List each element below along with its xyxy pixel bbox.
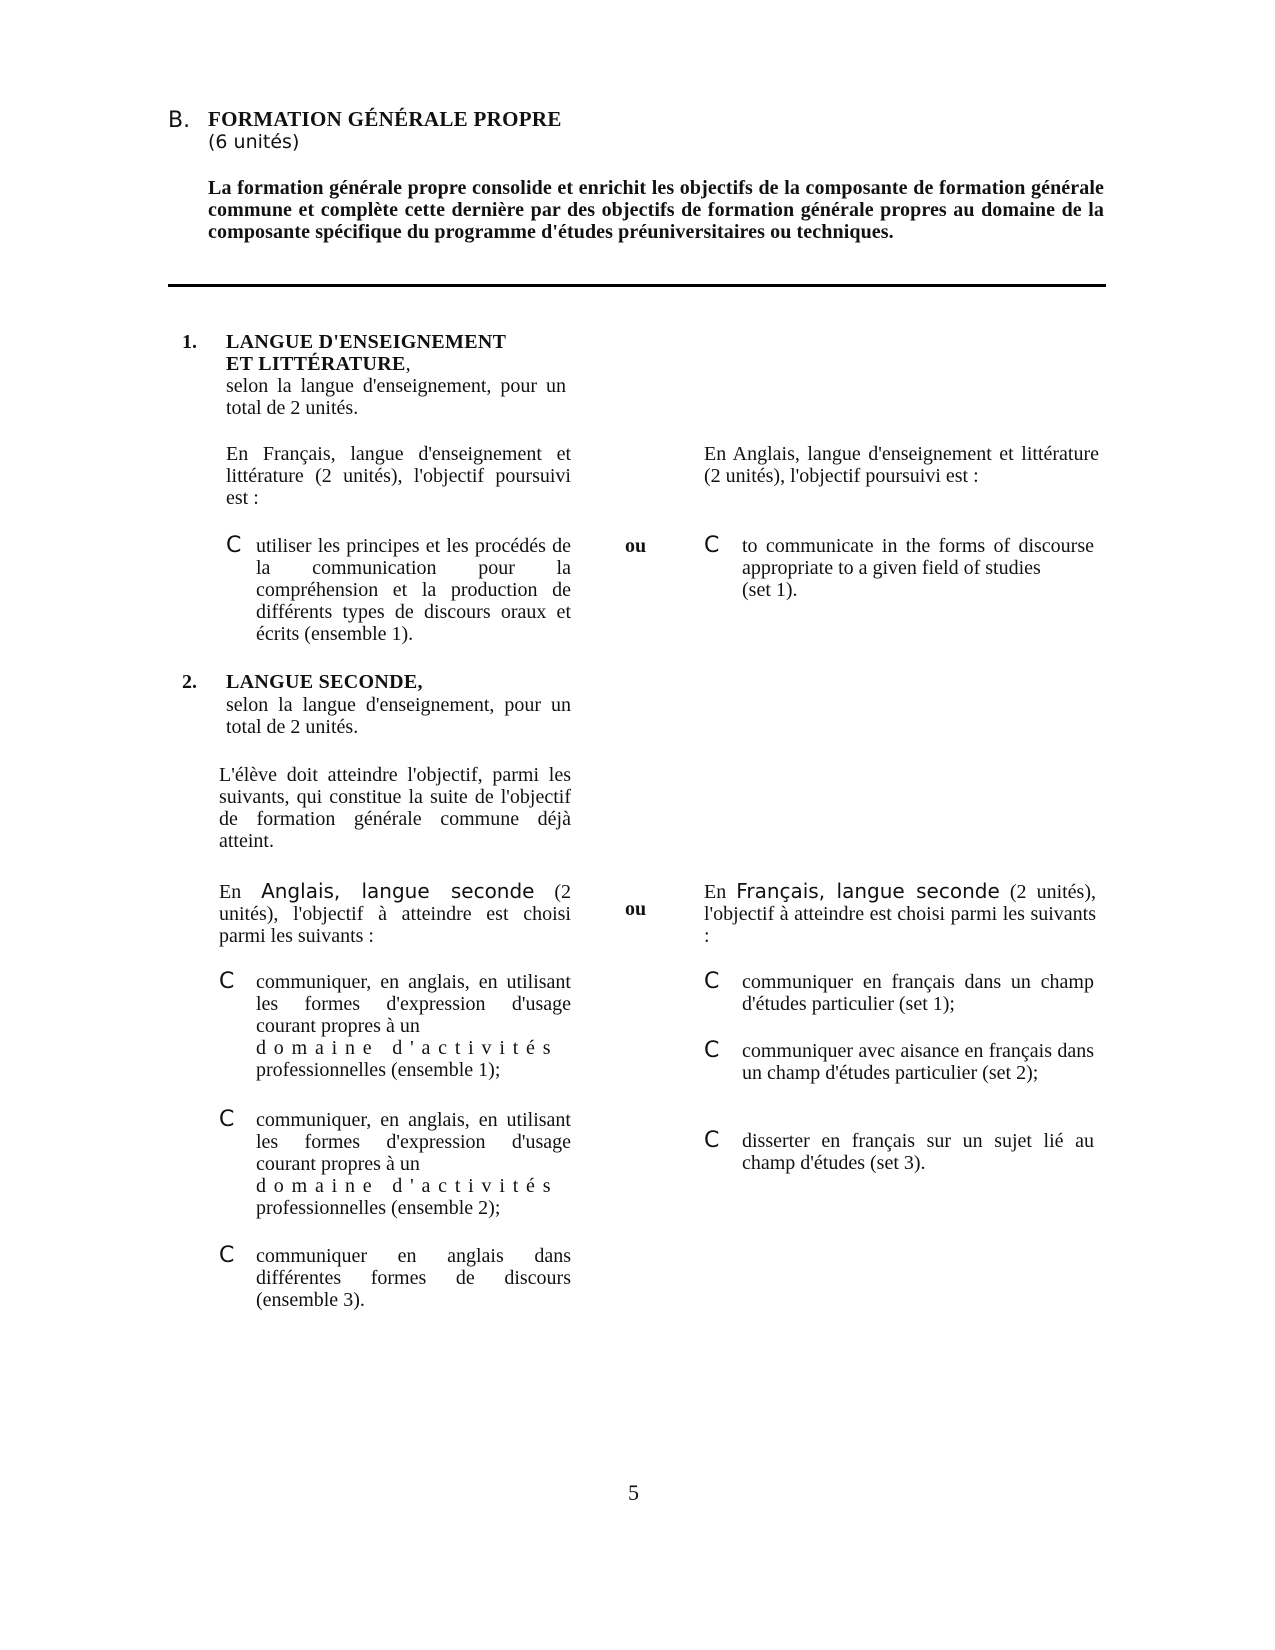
item2-left-intro-prefix: En xyxy=(219,881,242,903)
item1-heading-comma: , xyxy=(405,353,411,375)
item1-fr-bullet-marker: C xyxy=(226,533,242,558)
item2-left-bullet-marker-2: C xyxy=(219,1107,235,1132)
item2-left-intro-lang: Anglais, langue seconde xyxy=(261,879,535,903)
item2-left-intro xyxy=(219,880,571,947)
item2-left-intro-suffix: (2 unités), l'objectif à atteindre est choisi parmi les suivants : xyxy=(219,881,572,947)
item2-right-intro-lang: Français, langue seconde xyxy=(736,879,1000,903)
item2-right-bullet-3: disserter en français sur un sujet lié au champ d'études (set 3). xyxy=(742,1130,1094,1174)
item1-en-intro: En Anglais, langue d'enseignement et littérature (2 unités), l'objectif poursuivi est : xyxy=(704,443,1099,487)
item2-right-intro-prefix: En xyxy=(704,881,727,903)
item2-left-bullet-marker-3: C xyxy=(219,1243,235,1268)
page-number: 5 xyxy=(628,1480,639,1505)
item2-right-bullet-marker-2: C xyxy=(704,1038,720,1063)
section-title: FORMATION GÉNÉRALE PROPRE xyxy=(208,107,562,131)
item2-left-bullet-3: communiquer en anglais dans différentes formes de discours (ensemble 3). xyxy=(256,1245,571,1311)
item1-heading-line1: LANGUE D'ENSEIGNEMENT xyxy=(226,331,507,353)
item2-right-bullet-marker-3: C xyxy=(704,1128,720,1153)
item1-heading xyxy=(226,331,506,375)
section-intro: La formation générale propre consolide et enrichit les objectifs de la composante de formation générale commune et complète cette dernière par des objectifs de formation générale propres au domaine de la composante spécifique du programme d'études préuniversitaires ou techniques. xyxy=(208,177,1104,243)
item2-left-bullet-1-b: domaine d'activités xyxy=(256,1037,559,1059)
item2-right-intro xyxy=(704,880,1096,947)
item2-left-bullet-marker-1: C xyxy=(219,969,235,994)
item2-left-bullet-2-b: domaine d'activités xyxy=(256,1175,559,1197)
item1-en-bullet-text xyxy=(742,535,1094,601)
section-subtitle: (6 unités) xyxy=(208,131,300,153)
item1-heading-line2: ET LITTÉRATURE xyxy=(226,353,406,375)
item2-right-bullet-2: communiquer avec aisance en français dans un champ d'études particulier (set 2); xyxy=(742,1040,1094,1084)
item2-right-bullet-marker-1: C xyxy=(704,969,720,994)
item1-en-bullet-line1: to communicate in the forms of discourse appropriate to a given field of studies xyxy=(742,535,1094,579)
item2-note: L'élève doit atteindre l'objectif, parmi les suivants, qui constitue la suite de l'objectif de formation générale commune déjà atteint. xyxy=(219,764,571,852)
item1-en-bullet-line2: (set 1). xyxy=(742,579,798,601)
item1-fr-intro: En Français, langue d'enseignement et littérature (2 unités), l'objectif poursuivi est : xyxy=(226,443,571,509)
item2-left-bullet-2-c: professionnelles (ensemble 2); xyxy=(256,1197,501,1219)
item2-left-bullet-2-a: communiquer, en anglais, en utilisant les formes d'expression d'usage courant propres à un xyxy=(256,1109,571,1175)
horizontal-rule xyxy=(168,284,1106,287)
item2-number: 2. xyxy=(182,671,197,693)
item2-left-bullet-1-a: communiquer, en anglais, en utilisant les formes d'expression d'usage courant propres à un xyxy=(256,971,571,1037)
item1-number: 1. xyxy=(182,331,197,353)
item1-or: ou xyxy=(625,535,647,557)
item2-desc: selon la langue d'enseignement, pour un total de 2 unités. xyxy=(226,694,571,738)
item1-en-bullet-marker: C xyxy=(704,533,720,558)
item2-right-bullet-1: communiquer en français dans un champ d'études particulier (set 1); xyxy=(742,971,1094,1015)
item2-heading: LANGUE SECONDE, xyxy=(226,671,423,693)
section-letter: B. xyxy=(168,108,191,133)
item2-right-intro-suffix: (2 unités), l'objectif à atteindre est choisi parmi les suivants : xyxy=(704,881,1096,947)
item1-fr-bullet-text: utiliser les principes et les procédés de la communication pour la compréhension et la production de différents types de discours oraux et écrits (ensemble 1). xyxy=(256,535,571,645)
item2-left-bullet-1 xyxy=(256,971,571,1081)
item2-left-bullet-2 xyxy=(256,1109,571,1219)
item2-left-bullet-1-c: professionnelles (ensemble 1); xyxy=(256,1059,501,1081)
item1-desc: selon la langue d'enseignement, pour un total de 2 unités. xyxy=(226,375,566,419)
item2-or: ou xyxy=(625,898,647,920)
